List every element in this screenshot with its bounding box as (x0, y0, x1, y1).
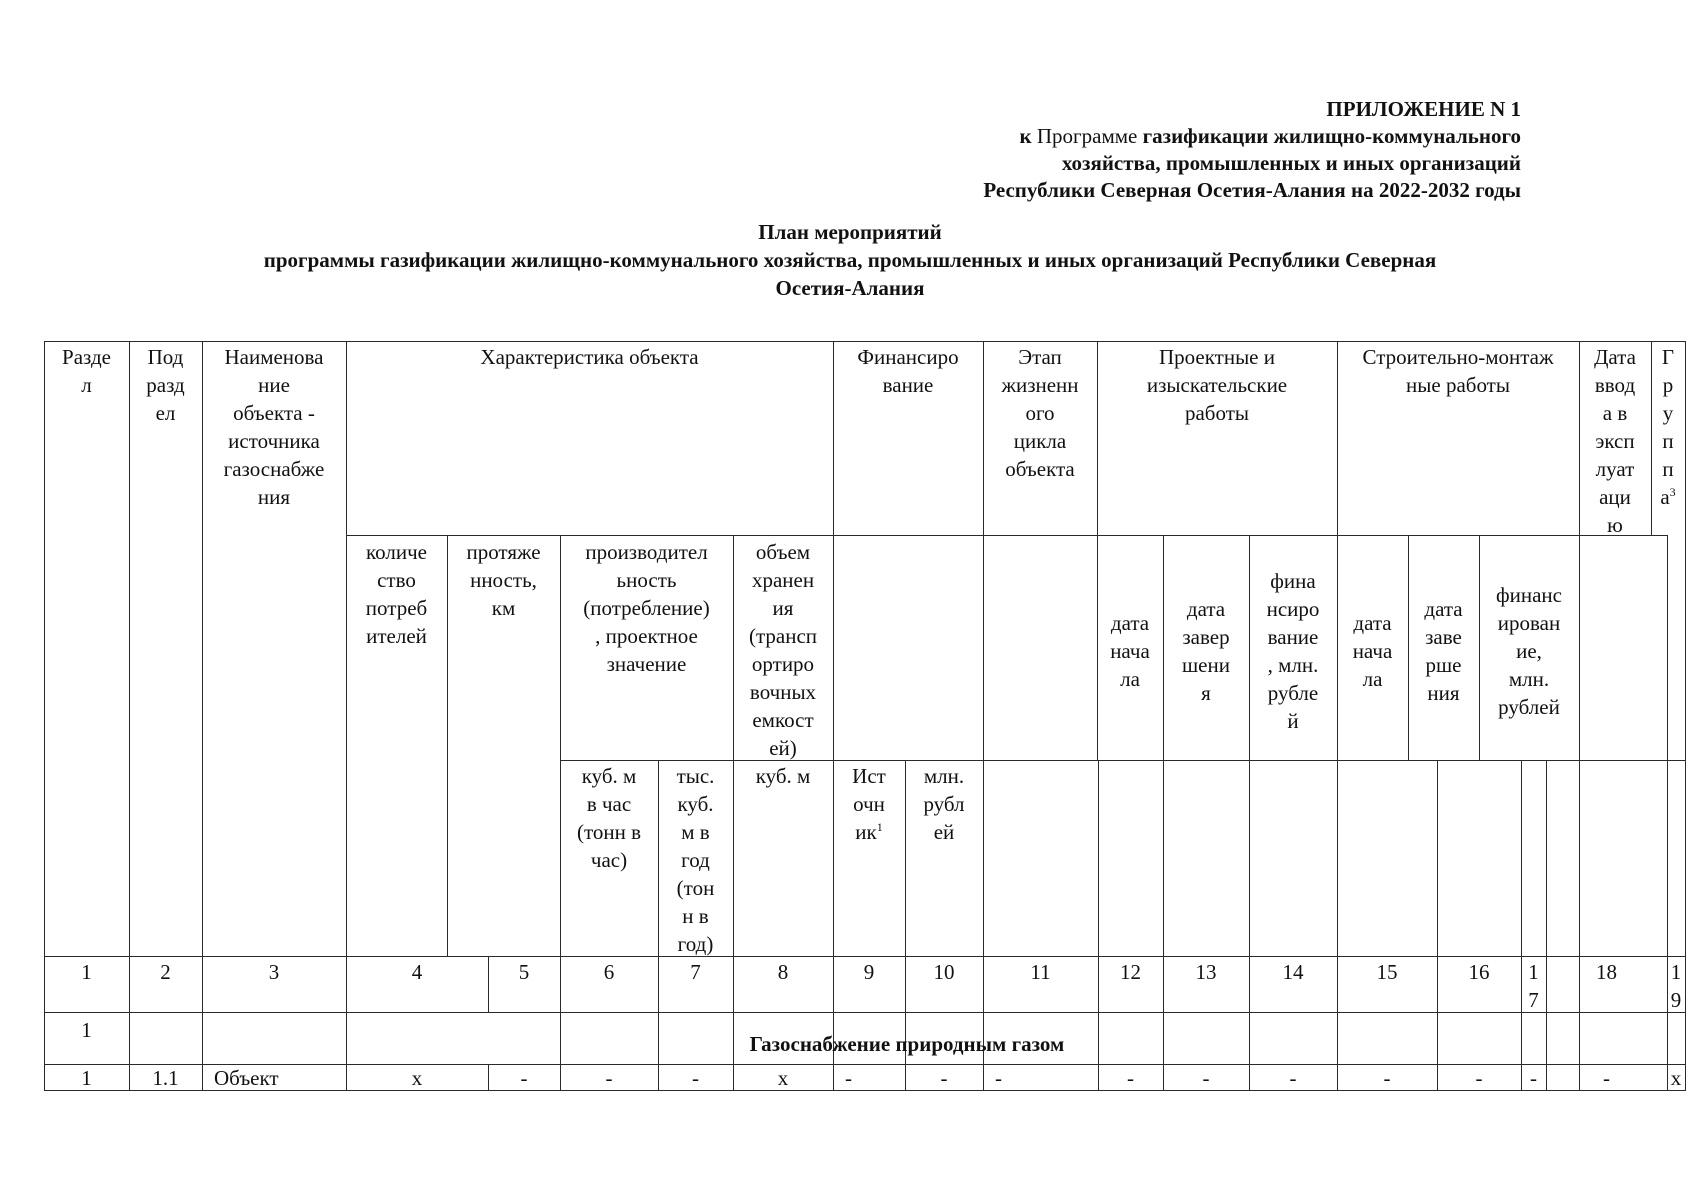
header-characteristic: Характеристика объекта (480, 345, 699, 369)
table-rule (1579, 760, 1580, 1065)
header-group: Г р у п п $а^3$ (1660, 345, 1676, 509)
table-row-cell: х (777, 1066, 789, 1090)
table-row-cell: - (1289, 1066, 1297, 1090)
column-number: 8 (777, 960, 789, 984)
table-rule (44, 956, 1686, 957)
header-name: Наименова ние объекта - источника газоснабже ния (223, 345, 325, 509)
column-number: 1 9 (1670, 960, 1682, 1012)
table-rule (1651, 535, 1668, 536)
table-rule (44, 1012, 1686, 1013)
table-row-cell: - (940, 1066, 948, 1090)
header-design-end: дата завер шени я (1182, 597, 1230, 705)
table-row-cell: - (1383, 1066, 1391, 1090)
column-number: 11 (1030, 960, 1051, 984)
column-number: 5 (518, 960, 530, 984)
header-design: Проектные и изыскательские работы (1146, 345, 1288, 425)
column-number: 2 (160, 960, 171, 984)
plan-title-line-3: Осетия-Алания (775, 276, 925, 300)
header-constr-fin: финанс ирован ие, млн. рублей (1496, 583, 1562, 719)
header-constr-start: дата нача ла (1352, 611, 1393, 691)
table-row-cell: - (995, 1066, 1002, 1090)
header-unit-year: тыс. куб. м в год (тон н в год) (676, 764, 715, 956)
column-number: 12 (1120, 960, 1141, 984)
column-number: 9 (863, 960, 875, 984)
table-rule (202, 1064, 203, 1091)
table-rule (1685, 341, 1686, 1091)
column-number: 14 (1282, 960, 1304, 984)
table-rule (1337, 341, 1338, 761)
table-row-cell: х (411, 1066, 423, 1090)
plan-title-line-1: План мероприятий (758, 220, 942, 244)
appendix-line-2: хозяйства, промышленных и иных организаций (1061, 151, 1521, 175)
table-rule (1546, 760, 1547, 1065)
column-number: 15 (1376, 960, 1398, 984)
table-rule (1098, 760, 1099, 1065)
header-consumers: количе ство потреб ителей (365, 540, 428, 648)
column-number: 18 (1596, 960, 1617, 984)
column-number: 13 (1195, 960, 1217, 984)
header-storage: объем хранен ия (трансп ортиро вочных емкост ей) (748, 540, 818, 760)
header-design-start: дата нача ла (1110, 611, 1150, 691)
column-number: 6 (603, 960, 615, 984)
header-razdel: Разде л (62, 345, 111, 397)
table-row-cell: Объект (214, 1066, 279, 1090)
column-number: 3 (268, 960, 280, 984)
header-source-footnote: 1 (876, 820, 883, 834)
table-rule (346, 535, 1652, 536)
table-row-cell: - (520, 1066, 528, 1090)
table-row-cell: 1.1 (152, 1066, 179, 1090)
header-group-footnote: 3 (1669, 485, 1676, 499)
section-title: Газоснабжение природным газом (749, 1032, 1065, 1056)
appendix-title: ПРИЛОЖЕНИЕ N 1 (1326, 97, 1521, 121)
header-productivity: производител ьность (потребление) , проектное значение (583, 540, 710, 676)
table-rule (833, 1064, 834, 1091)
header-design-fin: фина нсиро вание , млн. рубле й (1266, 569, 1320, 733)
table-row-cell: - (1530, 1066, 1537, 1090)
table-row-cell: - (845, 1066, 852, 1090)
table-row-cell: - (692, 1066, 699, 1090)
table-rule (1437, 760, 1438, 1065)
table-row-cell: - (1603, 1066, 1610, 1090)
table-rule (44, 341, 1686, 342)
table-row-cell: - (1475, 1066, 1483, 1090)
header-source: Ист очн $ик^1$ (852, 764, 886, 844)
header-financing: Финансиро вание (857, 345, 959, 397)
header-constr-end: дата заве рше ния (1424, 597, 1463, 705)
appendix-line-1: к Программе газификации жилищно-коммунального (1019, 124, 1521, 148)
section-number: 1 (81, 1018, 92, 1042)
column-number: 1 7 (1528, 960, 1539, 1012)
table-row-cell: х (1670, 1066, 1682, 1090)
header-commission: Дата ввод а в эксп луат аци ю (1594, 345, 1636, 537)
column-number: 1 (81, 960, 92, 984)
table-rule (560, 760, 1686, 761)
column-number: 7 (690, 960, 701, 984)
program-word: Программе (1036, 124, 1138, 148)
appendix-line-3: Республики Северная Осетия-Алания на 2022-2032 годы (983, 178, 1521, 202)
column-number: 16 (1468, 960, 1490, 984)
table-row-cell: - (1127, 1066, 1134, 1090)
header-unit-hour: куб. м в час (тонн в час) (576, 764, 642, 872)
table-rule (833, 341, 834, 1065)
header-million: млн. рубл ей (923, 764, 965, 844)
plan-title-line-2: программы газификации жилищно-коммунального хозяйства, промышленных и иных организаций Республики Северная (263, 248, 1437, 272)
header-length: протяже нность, км (466, 540, 541, 620)
table-rule (983, 1064, 984, 1091)
table-rule (346, 341, 347, 1065)
header-lifecycle: Этап жизненн ого цикла объекта (1001, 345, 1079, 481)
table-rule (1521, 760, 1522, 1065)
table-row-cell: 1 (81, 1066, 92, 1090)
header-podrazdel: Под разд ел (146, 345, 185, 425)
header-unit-storage: куб. м (755, 764, 811, 788)
table-rule (1337, 760, 1338, 1065)
column-number: 10 (933, 960, 955, 984)
header-construction: Строительно-монтаж ные работы (1362, 345, 1554, 397)
column-number: 4 (411, 960, 423, 984)
table-row-cell: - (1202, 1066, 1210, 1090)
table-row-cell: - (605, 1066, 613, 1090)
